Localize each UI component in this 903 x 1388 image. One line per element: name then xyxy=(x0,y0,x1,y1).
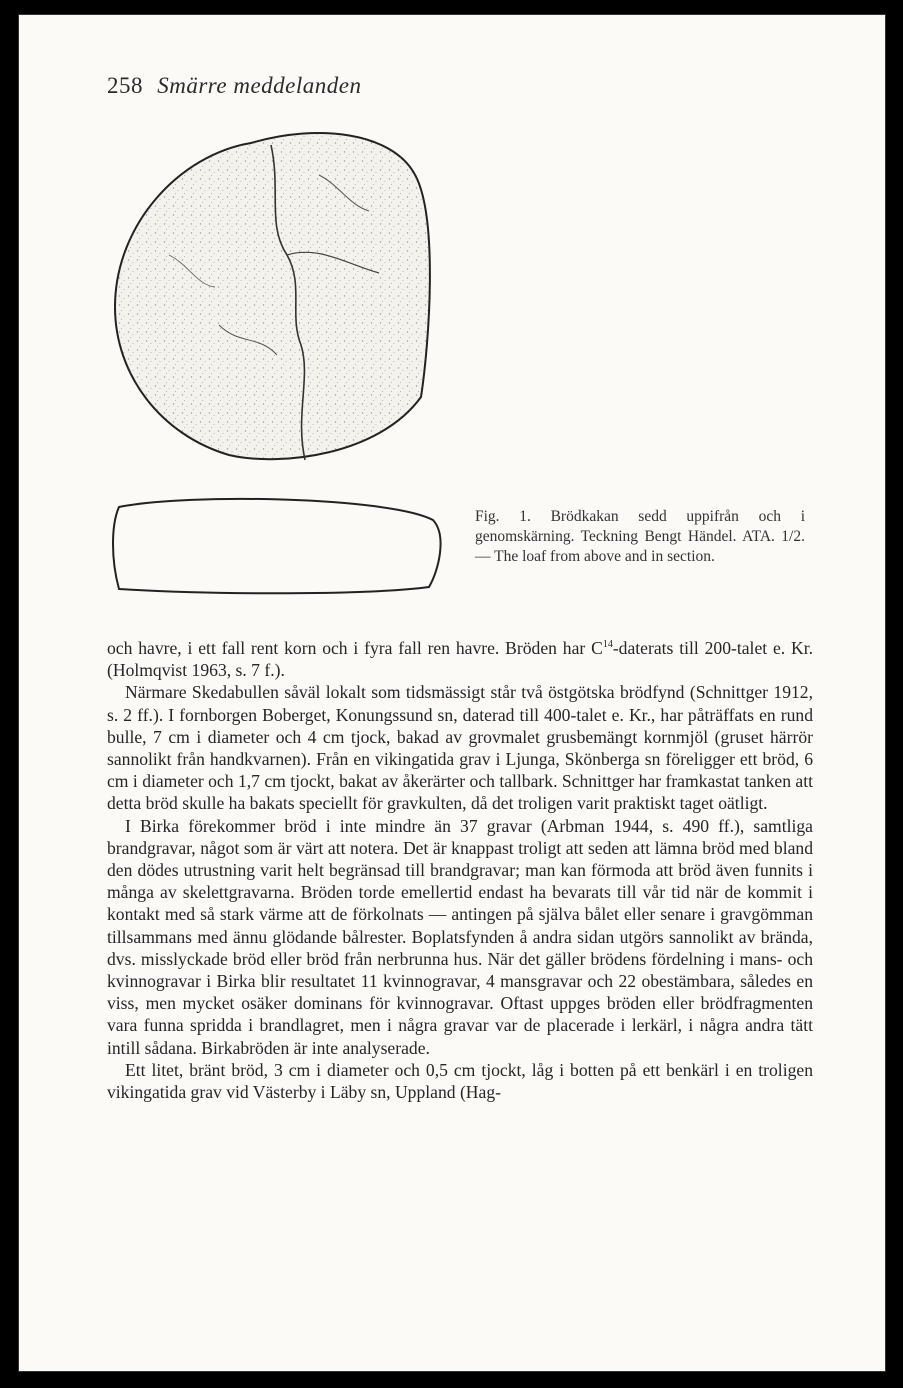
loaf-top-view xyxy=(115,133,430,460)
paragraph-4: Ett litet, bränt bröd, 3 cm i diameter och 0,5 cm tjockt, låg i botten på ett benkärl i en troligen vikingatida grav vid Västerby i Läby sn, Uppland (Hag- xyxy=(107,1059,813,1103)
paragraph-3: I Birka förekommer bröd i inte mindre än 37 gravar (Arbman 1944, s. 490 ff.), samtliga brandgravar, något som är värt att notera. Det är knappast troligt att seden att lämna bröd med bland den dödes utrustning varit helt begränsad till brandgravar; man kan förmoda att bröd även funnits i många av skelettgravarna. Bröden torde emellertid endast ha bevarats till vår tid när de kommit i kontakt med så stark värme att de förkolnats — antingen på själva bålet eller senare i gravgömman tillsammans med ännu glödande bålrester. Boplatsfynden å andra sidan utgörs sannolikt av brända, dvs. misslyckade bröd eller bröd från nerbrunna hus. När det gäller brödens fördelning i mans- och kvinnogravar i Birka blir resultatet 11 kvinnogravar, 4 mansgravar och 22 obestämbara, således en viss, men mycket osäker dominans för kvinnogravar. Oftast uppges bröden eller brödfragmenten vara funna spridda i brandlagret, men i några gravar var de placerade i lerkärl, i några andra tätt intill sådana. Birkabröden är inte analyserade. xyxy=(107,815,813,1058)
paragraph-2: Närmare Skedabullen såväl lokalt som tidsmässigt står två östgötska brödfynd (Schnittger 1912, s. 2 ff.). I fornborgen Boberget, Konungssund sn, daterad till 400-talet e. Kr., har påträffats en rund bulle, 7 cm i diameter och 4 cm tjock, bakad av grovmalet grusbemängt kornmjöl (gruset härrör sannolikt från handkvarnen). Från en vikingatida grav i Ljunga, Skönberga sn föreligger ett bröd, 6 cm i diameter och 1,7 cm tjockt, bakat av åkerärter och tallbark. Schnittger har framkastat tanken att detta bröd skulle ha bakats speciellt för gravkulten, då det troligen varit praktiskt taget oätligt. xyxy=(107,682,813,814)
body-text xyxy=(107,637,813,1103)
running-title: Smärre meddelanden xyxy=(157,73,362,98)
superscript-14: 14 xyxy=(602,639,613,651)
book-page xyxy=(18,14,886,1372)
page-number: 258 xyxy=(107,73,143,98)
loaf-section-view xyxy=(113,499,441,593)
paragraph-1: och havre, i ett fall rent korn och i fyra fall ren havre. Bröden har $C^{14}$-daterats till 200-talet e. Kr. (Holmqvist 1963, s. 7 f.). xyxy=(107,638,813,681)
figure-caption: Fig. 1. Brödkakan sedd uppifrån och i genomskärning. Teckning Bengt Händel. ATA. 1/2. — The loaf from above and in section. xyxy=(475,508,805,565)
